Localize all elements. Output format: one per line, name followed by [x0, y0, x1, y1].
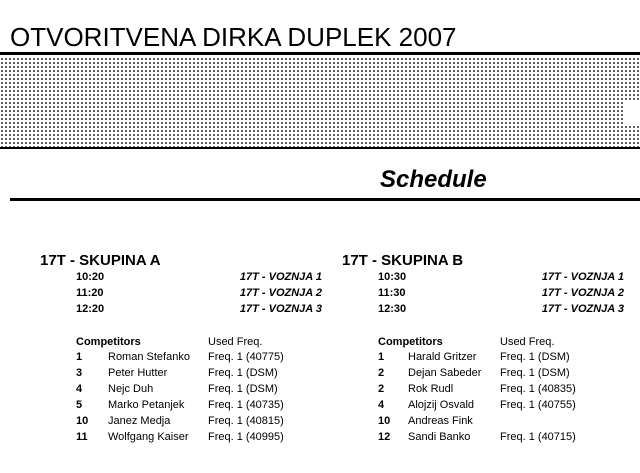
- competitor-freq: Freq. 1 (DSM): [500, 367, 570, 379]
- group-skupina-a: [40, 252, 340, 443]
- competitors-column-header: Competitors: [76, 336, 141, 348]
- banner-notch: [624, 100, 640, 124]
- competitor-row: [40, 366, 340, 382]
- competitor-name: Andreas Fink: [408, 415, 473, 427]
- session-name: 17T - VOZNJA 3: [541, 303, 624, 315]
- session-name: 17T - VOZNJA 3: [239, 303, 322, 315]
- session-time: 12:20: [76, 303, 105, 315]
- competitor-name: Rok Rudl: [408, 383, 454, 395]
- competitor-name: Sandi Banko: [408, 431, 471, 443]
- session-row: [40, 270, 340, 286]
- competitor-name: Harald Gritzer: [408, 351, 477, 363]
- title-divider: [0, 52, 640, 55]
- competitor-number: 1: [378, 351, 385, 363]
- competitor-freq: Freq. 1 (40815): [208, 415, 284, 427]
- section-divider: [10, 198, 640, 201]
- competitor-freq: Freq. 1 (40715): [500, 431, 576, 443]
- competitor-row: [342, 366, 640, 382]
- competitor-number: 10: [378, 415, 391, 427]
- freq-column-header: Used Freq.: [500, 336, 555, 348]
- competitor-number: 3: [76, 367, 83, 379]
- session-time: 10:20: [76, 271, 105, 283]
- competitors-column-header: Competitors: [378, 336, 443, 348]
- competitor-number: 4: [378, 399, 385, 411]
- competitor-freq: Freq. 1 (40835): [500, 383, 576, 395]
- page-title: OTVORITVENA DIRKA DUPLEK 2007: [10, 22, 457, 52]
- competitor-number: 11: [76, 431, 88, 443]
- competitor-name: Alojzij Osvald: [408, 399, 475, 411]
- session-row: [40, 286, 340, 302]
- competitor-freq: Freq. 1 (40775): [208, 351, 284, 363]
- session-name: 17T - VOZNJA 2: [239, 287, 322, 299]
- competitor-table-header: [342, 334, 640, 350]
- session-time: 11:30: [378, 287, 406, 299]
- competitor-freq: Freq. 1 (DSM): [208, 383, 278, 395]
- competitor-freq: Freq. 1 (DSM): [208, 367, 278, 379]
- session-row: [342, 270, 640, 286]
- competitor-row: [342, 350, 640, 366]
- competitor-row: [342, 382, 640, 398]
- section-heading: Schedule: [380, 166, 487, 193]
- competitor-freq: Freq. 1 (40735): [208, 399, 284, 411]
- competitor-freq: Freq. 1 (40755): [500, 399, 576, 411]
- competitor-number: 1: [76, 351, 83, 363]
- competitor-name: Wolfgang Kaiser: [108, 431, 189, 443]
- competitor-row: [40, 382, 340, 398]
- dotted-banner: [0, 57, 640, 147]
- session-name: 17T - VOZNJA 2: [541, 287, 624, 299]
- group-skupina-b: [342, 252, 640, 443]
- competitor-name: Marko Petanjek: [108, 399, 185, 411]
- competitor-number: 2: [378, 367, 385, 379]
- competitor-number: 5: [76, 399, 83, 411]
- competitor-name: Dejan Sabeder: [408, 367, 482, 379]
- session-time: 10:30: [378, 271, 407, 283]
- competitor-table: [40, 334, 340, 446]
- competitor-name: Janez Medja: [108, 415, 171, 427]
- freq-column-header: Used Freq.: [208, 336, 263, 348]
- competitor-table-header: [40, 334, 340, 350]
- competitor-name: Peter Hutter: [108, 367, 168, 379]
- session-time: 12:30: [378, 303, 407, 315]
- competitor-row: [40, 414, 340, 430]
- competitor-row: [342, 430, 640, 446]
- competitor-number: 4: [76, 383, 83, 395]
- competitor-name: Roman Stefanko: [108, 351, 190, 363]
- competitor-number: 10: [76, 415, 89, 427]
- banner-divider: [0, 147, 640, 149]
- group-title: 17T - SKUPINA A: [40, 252, 161, 269]
- group-title: 17T - SKUPINA B: [342, 252, 464, 269]
- competitor-row: [342, 398, 640, 414]
- session-row: [40, 302, 340, 318]
- competitor-row: [40, 350, 340, 366]
- competitor-row: [40, 430, 340, 446]
- session-time: 11:20: [76, 287, 104, 299]
- competitor-number: 2: [378, 383, 385, 395]
- session-list: [40, 270, 340, 318]
- competitor-table: [342, 334, 640, 446]
- competitor-freq: Freq. 1 (40995): [208, 431, 284, 443]
- session-name: 17T - VOZNJA 1: [239, 271, 322, 283]
- competitor-row: [40, 398, 340, 414]
- session-row: [342, 286, 640, 302]
- competitor-name: Nejc Duh: [108, 383, 154, 395]
- competitor-row: [342, 414, 640, 430]
- session-row: [342, 302, 640, 318]
- competitor-freq: Freq. 1 (DSM): [500, 351, 570, 363]
- session-list: [342, 270, 640, 318]
- session-name: 17T - VOZNJA 1: [541, 271, 624, 283]
- competitor-number: 12: [378, 431, 391, 443]
